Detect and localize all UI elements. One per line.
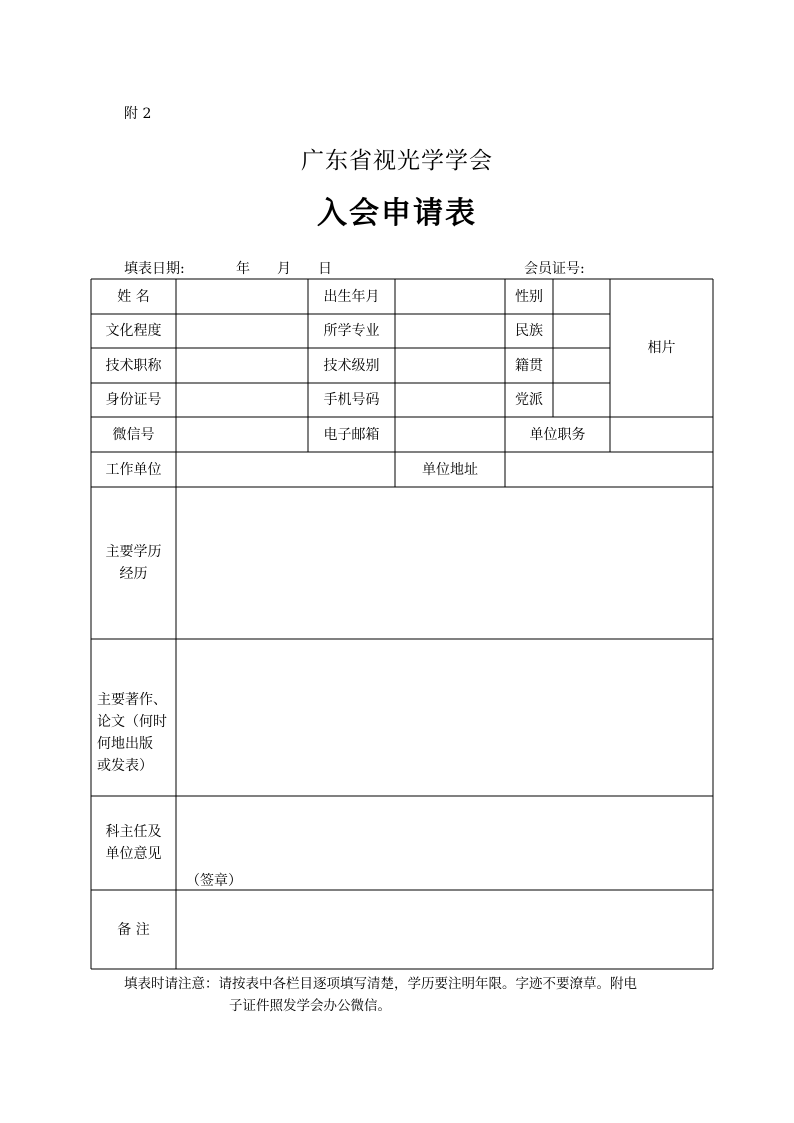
email-label: 电子邮箱	[323, 426, 380, 443]
unit-address-label: 单位地址	[422, 461, 478, 478]
major-field[interactable]	[396, 315, 504, 347]
remarks-label: 备 注	[117, 921, 150, 938]
tech-grade-field[interactable]	[396, 349, 504, 382]
dept-opinion-field[interactable]	[177, 797, 712, 889]
attachment-label: 附 2	[124, 106, 152, 122]
publications-label-line1: 主要著作、	[97, 691, 167, 708]
form-title: 入会申请表	[317, 196, 477, 231]
month-label: 月	[277, 261, 291, 277]
birth-label: 出生年月	[323, 288, 380, 305]
education-history-field[interactable]	[177, 488, 712, 638]
education-history-label-line1: 主要学历	[105, 544, 162, 560]
publications-label	[97, 639, 176, 796]
organization-name: 广东省视光学学会	[301, 148, 493, 174]
name-label: 姓 名	[117, 288, 150, 305]
fill-date-label: 填表日期:	[124, 261, 185, 277]
mobile-label: 手机号码	[323, 392, 380, 408]
education-level-label: 文化程度	[105, 323, 162, 339]
member-number-label: 会员证号:	[524, 261, 585, 277]
unit-position-field[interactable]	[611, 418, 712, 451]
publications-label-line3: 何地出版	[97, 735, 153, 752]
dept-opinion-label	[91, 796, 176, 890]
major-label: 所学专业	[323, 323, 380, 339]
year-label: 年	[236, 261, 250, 277]
unit-address-field[interactable]	[506, 453, 712, 486]
email-field[interactable]	[396, 418, 504, 451]
gender-label: 性别	[515, 288, 543, 305]
tech-title-field[interactable]	[177, 349, 307, 382]
publications-label-line4: 或发表）	[97, 757, 153, 774]
dept-opinion-label-line1: 科主任及	[105, 824, 162, 840]
birth-field[interactable]	[396, 280, 504, 313]
wechat-label: 微信号	[112, 426, 155, 443]
day-label: 日	[318, 261, 332, 277]
dept-opinion-label-line2: 单位意见	[105, 846, 162, 862]
work-unit-label: 工作单位	[105, 461, 162, 478]
tech-title-label: 技术职称	[105, 357, 162, 374]
education-history-label	[91, 487, 176, 639]
ethnicity-label: 民族	[515, 323, 543, 339]
education-level-field[interactable]	[177, 315, 307, 347]
id-number-field[interactable]	[177, 384, 307, 416]
native-place-field[interactable]	[554, 349, 609, 382]
remarks-field[interactable]	[177, 891, 712, 968]
publications-label-line2: 论文（何时	[97, 713, 167, 730]
tech-grade-label: 技术级别	[323, 357, 380, 374]
footer-note-line1: 填表时请注意：请按表中各栏目逐项填写清楚，学历要注明年限。字迹不要潦草。附电	[124, 976, 637, 992]
unit-position-label: 单位职务	[529, 426, 586, 443]
footer-note-line2: 子证件照发学会办公微信。	[229, 998, 391, 1014]
education-history-label-line2: 经历	[119, 566, 148, 582]
party-label: 党派	[515, 392, 543, 408]
name-field[interactable]	[177, 280, 307, 313]
work-unit-field[interactable]	[177, 453, 394, 486]
photo-box[interactable]: 相片	[647, 340, 676, 356]
id-number-label: 身份证号	[105, 392, 162, 408]
wechat-field[interactable]	[177, 418, 307, 451]
publications-field[interactable]	[177, 640, 712, 795]
ethnicity-field[interactable]	[554, 315, 609, 347]
party-field[interactable]	[554, 384, 609, 416]
gender-field[interactable]	[554, 280, 609, 313]
mobile-field[interactable]	[396, 384, 504, 416]
seal-label: （签章）	[186, 873, 242, 889]
native-place-label: 籍贯	[515, 357, 543, 374]
